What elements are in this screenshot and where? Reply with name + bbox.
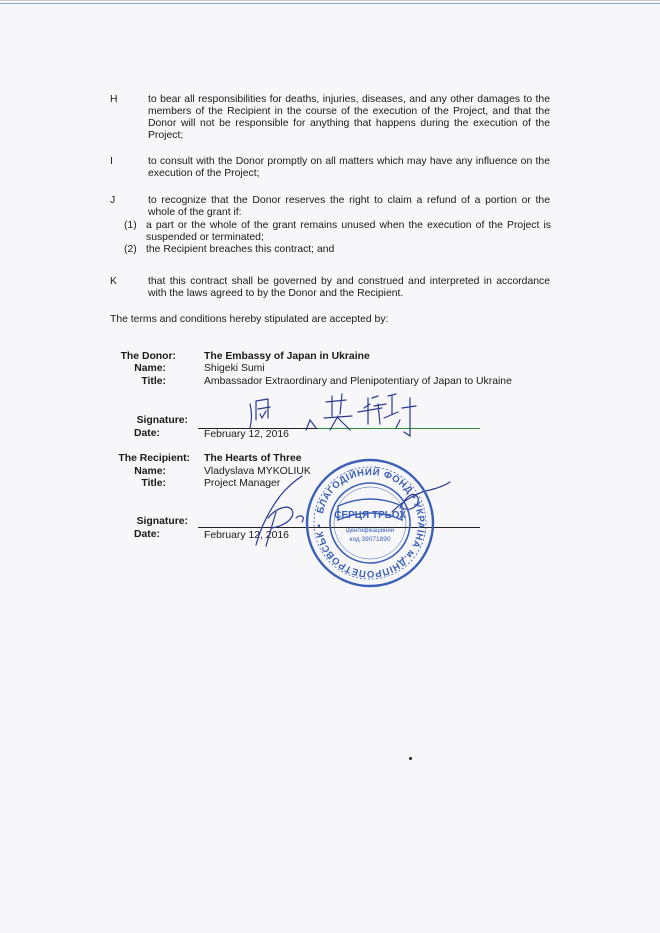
stamp-center-text: СЕРЦЯ ТРЬОХ bbox=[334, 510, 406, 521]
donor-label: The Donor: bbox=[120, 351, 176, 362]
stray-dot bbox=[409, 757, 412, 760]
recipient-signature-label: Signature: bbox=[136, 516, 188, 527]
official-stamp bbox=[307, 460, 433, 586]
clause-letter: K bbox=[110, 276, 117, 287]
clause-text: to bear all responsibilities for deaths, injuries, diseases, and any other damages to the members of the Recipient in the course of the execution of the Project, and that the Donor will not be responsible for anything that happens during the execution of the Project; bbox=[148, 94, 550, 141]
clause-text: to recognize that the Donor reserves the right to claim a refund of a portion or the whole of the grant if: bbox=[148, 195, 550, 218]
donor-date: February 12, 2016 bbox=[204, 429, 289, 440]
recipient-date-label: Date: bbox=[134, 529, 160, 540]
stamp-ring-text: БЛАГОДІЙНИЙ ФОНД • УКРАЇНА м.ДНІПРОПЕТРОВСЬК • bbox=[313, 466, 427, 580]
acceptance-intro: The terms and conditions hereby stipulated are accepted by: bbox=[110, 314, 389, 325]
recipient-label: The Recipient: bbox=[118, 453, 190, 464]
donor-title: Ambassador Extraordinary and Plenipotentiary of Japan to Ukraine bbox=[204, 376, 512, 387]
recipient-date: February 12, 2016 bbox=[204, 530, 289, 541]
donor-handwritten-signature bbox=[250, 394, 416, 436]
subclause-text: a part or the whole of the grant remains unused when the execution of the Project is suspended or terminated; bbox=[146, 220, 551, 243]
donor-party: The Embassy of Japan in Ukraine bbox=[204, 351, 370, 362]
subclause-number: (2) bbox=[124, 244, 137, 255]
stamp-id-label: ідентифікаційний bbox=[345, 528, 395, 534]
subclause-number: (1) bbox=[124, 220, 137, 231]
subclause-text: the Recipient breaches this contract; and bbox=[146, 244, 335, 255]
clause-text: to consult with the Donor promptly on all matters which may have any influence on the execution of the Project; bbox=[148, 156, 550, 179]
clause-text: that this contract shall be governed by and construed and interpreted in accordance with the laws agreed to by the Donor and the Recipient. bbox=[148, 276, 550, 299]
clause-letter: J bbox=[110, 195, 116, 206]
recipient-party: The Hearts of Three bbox=[204, 453, 302, 464]
recipient-title-label: Title: bbox=[141, 478, 166, 489]
donor-signature-label: Signature: bbox=[136, 415, 188, 426]
recipient-name-label: Name: bbox=[134, 466, 166, 477]
clause-letter: H bbox=[110, 94, 118, 105]
donor-name-label: Name: bbox=[134, 363, 166, 374]
donor-title-label: Title: bbox=[141, 376, 166, 387]
donor-name: Shigeki Sumi bbox=[204, 363, 265, 374]
donor-date-label: Date: bbox=[134, 428, 160, 439]
recipient-name: Vladyslava MYKOLIUK bbox=[204, 466, 311, 477]
clause-letter: I bbox=[110, 156, 113, 167]
recipient-title: Project Manager bbox=[204, 478, 281, 489]
stamp-code: код 39071890 bbox=[349, 536, 391, 543]
